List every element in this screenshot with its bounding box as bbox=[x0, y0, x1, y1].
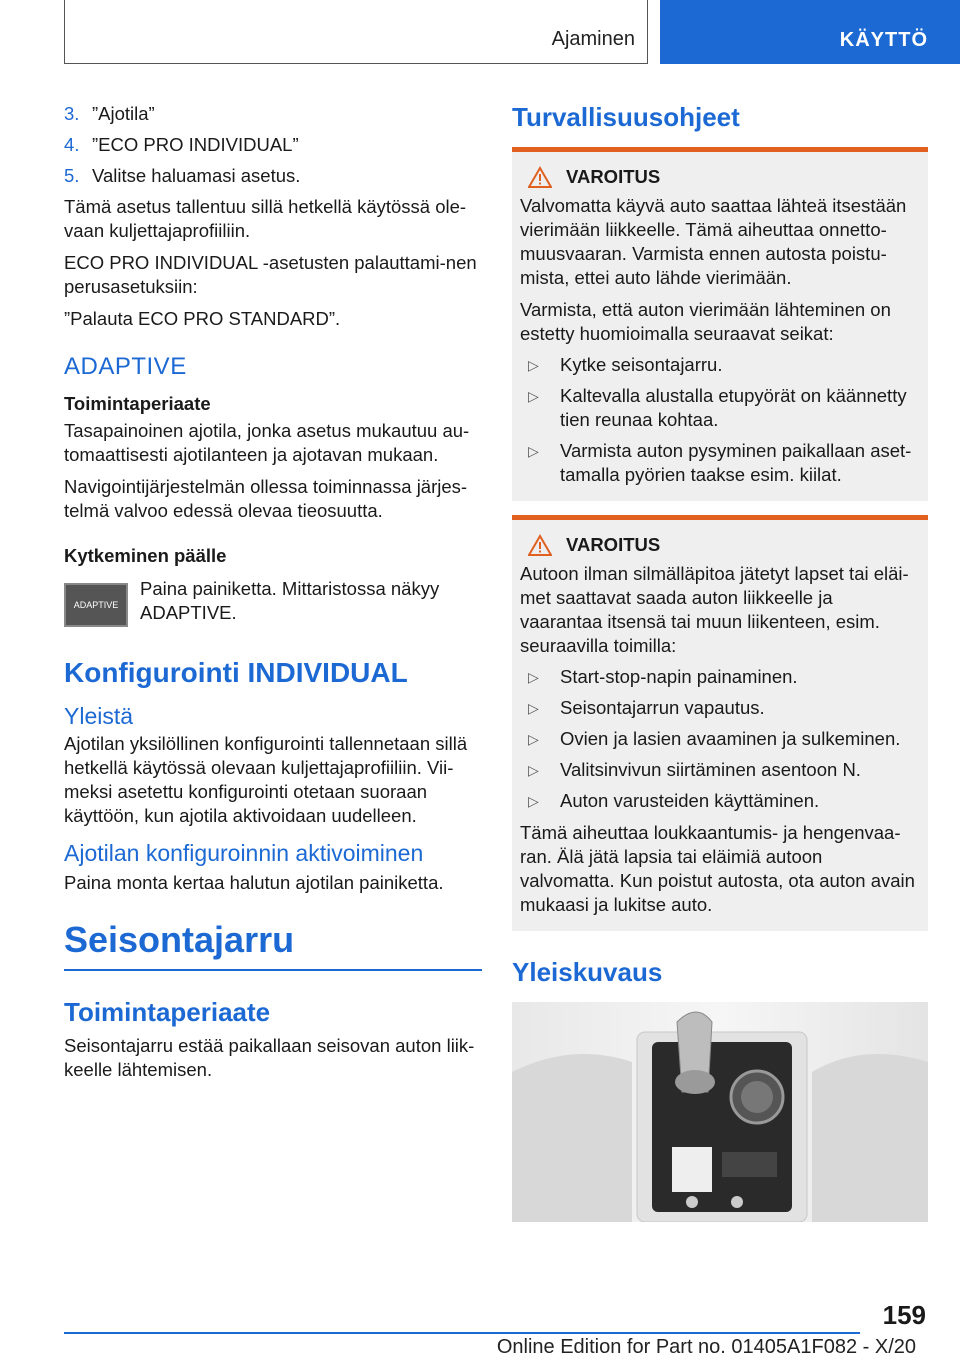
paragraph: Paina monta kertaa halutun ajotilan painiketta. bbox=[64, 872, 444, 893]
button-instruction bbox=[64, 577, 482, 627]
bullet-item bbox=[528, 439, 920, 487]
heading-config-individual: Konfigurointi INDIVIDUAL bbox=[64, 657, 408, 688]
step-number: 5. bbox=[64, 165, 80, 186]
bullet-item bbox=[528, 353, 920, 377]
heading-overview: Yleiskuvaus bbox=[512, 957, 663, 987]
header-chapter-tab bbox=[660, 0, 960, 64]
paragraph: Tasapainoinen ajotila, jonka asetus mukautuu au-tomaattisesti ajotilanteen ja ajotavan mukaan. bbox=[64, 420, 470, 465]
step-number: 4. bbox=[64, 134, 80, 155]
bullet-text: Seisontajarrun vapautus. bbox=[560, 697, 765, 718]
bullet-text: Valitsinvivun siirtäminen asentoon N. bbox=[560, 759, 861, 780]
bullet-triangle-icon: ▷ bbox=[528, 669, 539, 685]
warning-box bbox=[512, 515, 928, 931]
bullet-item bbox=[528, 758, 920, 782]
center-console-photo bbox=[512, 1002, 928, 1222]
paragraph: ”Palauta ECO PRO STANDARD”. bbox=[64, 308, 341, 329]
heading-principle: Toimintaperiaate bbox=[64, 393, 211, 414]
warning-header bbox=[528, 166, 920, 188]
step-text: Valitse haluamasi asetus. bbox=[92, 165, 301, 186]
warning-box bbox=[512, 147, 928, 501]
bullet-text: Kaltevalla alustalla etupyörät on käännetty tien reunaa kohtaa. bbox=[560, 385, 907, 430]
bullet-item bbox=[528, 665, 920, 689]
bullet-text: Ovien ja lasien avaaminen ja sulkeminen. bbox=[560, 728, 901, 749]
paragraph: ECO PRO INDIVIDUAL -asetusten palauttami-nen perusasetuksiin: bbox=[64, 252, 477, 297]
step-number: 3. bbox=[64, 103, 80, 124]
heading-principle-brake: Toimintaperiaate bbox=[64, 997, 271, 1027]
warning-label: VAROITUS bbox=[566, 166, 661, 187]
paragraph: Tämä asetus tallentuu sillä hetkellä käytössä ole-vaan kuljettajaprofiiliin. bbox=[64, 196, 467, 241]
paragraph: Valvomatta käyvä auto saattaa lähteä itsestään vierimään liikkeelle. Tämä aiheuttaa onnetto-muusvaaran. Varmista ennen autosta poistu-mista, ettei auto lähde vierimään. bbox=[520, 195, 907, 288]
footer-edition: Online Edition for Part no. 01405A1F082 - X/20 bbox=[496, 1336, 916, 1358]
bullet-text: Varmista auton pysyminen paikallaan aset-tamalla pyörien taakse esim. kiilat. bbox=[560, 440, 912, 485]
warning-triangle-icon bbox=[528, 534, 552, 556]
bullet-triangle-icon: ▷ bbox=[528, 388, 539, 404]
step-text: ”Ajotila” bbox=[92, 103, 155, 124]
paragraph: Ajotilan yksilöllinen konfigurointi tallennetaan sillä hetkellä käytössä olevaan kuljettajaprofiiliin. Vii-meksi asetettu konfigurointi otetaan suoraan käyttöön, kun ajotila aktivoidaan uudelleen. bbox=[64, 733, 468, 826]
bullet-text: Kytke seisontajarru. bbox=[560, 354, 723, 375]
heading-safety-instructions: Turvallisuusohjeet bbox=[512, 102, 740, 132]
header-section-label: Ajaminen bbox=[551, 28, 635, 50]
bullet-triangle-icon: ▷ bbox=[528, 731, 539, 747]
step-item bbox=[64, 102, 482, 126]
right-column bbox=[512, 102, 928, 1222]
paragraph: Autoon ilman silmälläpitoa jätetyt lapset tai eläi-met saattavat saada auton liikkeelle ja vaarantaa itsensä tai muun liikenteen, esim. seuraavilla toimilla: bbox=[520, 563, 909, 656]
header-section-tab bbox=[64, 0, 648, 64]
heading-activate-config: Ajotilan konfiguroinnin aktivoiminen bbox=[64, 840, 424, 866]
warning-label: VAROITUS bbox=[566, 534, 661, 555]
paragraph: Seisontajarru estää paikallaan seisovan auton liik-keelle lähtemisen. bbox=[64, 1035, 475, 1080]
heading-general: Yleistä bbox=[64, 703, 134, 729]
bullet-text: Start-stop-napin painaminen. bbox=[560, 666, 798, 687]
paragraph: Tämä aiheuttaa loukkaantumis- ja hengenvaa-ran. Älä jätä lapsia tai eläimiä autoon valvomatta. Kun poistut autosta, ota auton avain mukaasi ja lukitse auto. bbox=[520, 822, 915, 915]
paragraph: Varmista, että auton vierimään lähteminen on estetty huomioimalla seuraavat seikat: bbox=[520, 299, 891, 344]
warning-triangle-icon bbox=[528, 166, 552, 188]
header-chapter-label: KÄYTTÖ bbox=[839, 29, 928, 51]
footer-divider bbox=[64, 1332, 860, 1334]
paragraph: Navigointijärjestelmän ollessa toiminnassa järjes-telmä valvoo edessä olevaa tieosuutta. bbox=[64, 476, 468, 521]
center-console-illustration bbox=[512, 1002, 928, 1222]
left-column bbox=[64, 102, 482, 1082]
page-number: 159 bbox=[882, 1300, 926, 1330]
bullet-triangle-icon: ▷ bbox=[528, 443, 539, 459]
heading-adaptive: ADAPTIVE bbox=[64, 353, 187, 380]
bullet-item bbox=[528, 384, 920, 432]
heading-switch-on: Kytkeminen päälle bbox=[64, 545, 227, 566]
paragraph: Paina painiketta. Mittaristossa näkyy ADAPTIVE. bbox=[140, 578, 440, 623]
step-item bbox=[64, 133, 482, 157]
bullet-triangle-icon: ▷ bbox=[528, 357, 539, 373]
warning-header bbox=[528, 534, 920, 556]
bullet-triangle-icon: ▷ bbox=[528, 793, 539, 809]
bullet-text: Auton varusteiden käyttäminen. bbox=[560, 790, 820, 811]
step-text: ”ECO PRO INDIVIDUAL” bbox=[92, 134, 299, 155]
heading-parking-brake: Seisontajarru bbox=[64, 919, 482, 971]
bullet-item bbox=[528, 727, 920, 751]
bullet-triangle-icon: ▷ bbox=[528, 700, 539, 716]
adaptive-button-icon: ADAPTIVE bbox=[64, 583, 128, 627]
bullet-item bbox=[528, 696, 920, 720]
bullet-triangle-icon: ▷ bbox=[528, 762, 539, 778]
bullet-item bbox=[528, 789, 920, 813]
step-item bbox=[64, 164, 482, 188]
